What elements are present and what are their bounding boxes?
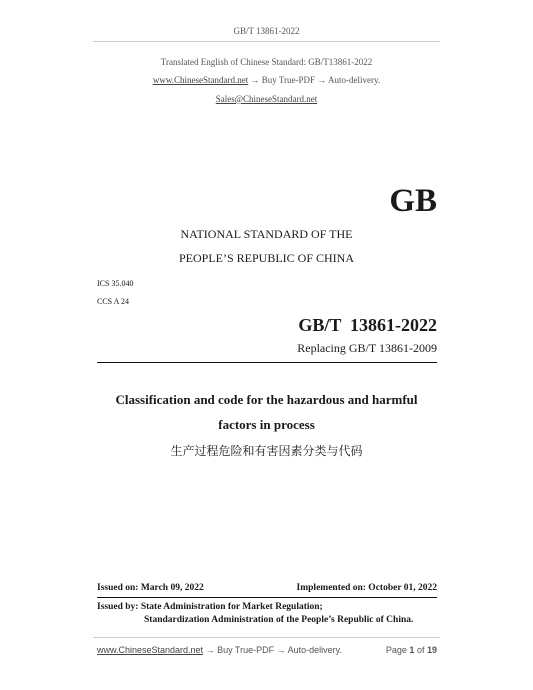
page-indicator <box>386 645 437 655</box>
issued-by <box>97 602 323 612</box>
notice-line-2 <box>0 75 533 85</box>
issued-on: Issued on: March 09, 2022 <box>97 583 204 593</box>
title-rule <box>97 362 437 363</box>
footer-chinesestandard-link[interactable]: www.ChineseStandard.net <box>97 645 204 655</box>
title-en-line-2: factors in process <box>218 417 315 432</box>
sales-email-link[interactable]: Sales@ChineseStandard.net <box>215 94 318 104</box>
page-word: Page <box>385 645 407 655</box>
implemented-on: Implemented on: October 01, 2022 <box>296 583 437 593</box>
title-cn: 生产过程危险和有害因素分类与代码 <box>170 444 363 458</box>
page-number: 1 <box>409 645 415 655</box>
national-standard-line-1: NATIONAL STANDARD OF THE <box>180 227 353 241</box>
notice-line-1: Translated English of Chinese Standard: GB/T13861-2022 <box>160 57 373 67</box>
issued-by-label: Issued by: <box>97 602 139 612</box>
replacing-note: Replacing GB/T 13861-2009 <box>297 341 437 355</box>
running-header: GB/T 13861-2022 <box>233 26 300 36</box>
ics-code: ICS 35.040 <box>97 279 134 288</box>
notice-line-2-rest: → Buy True-PDF → Auto-delivery. <box>250 75 381 85</box>
of-word: of <box>416 645 425 655</box>
issue-rule <box>97 597 437 598</box>
title-en-line-1: Classification and code for the hazardous and harmful <box>115 392 418 407</box>
chinesestandard-link[interactable]: www.ChineseStandard.net <box>152 75 249 85</box>
footer-left <box>97 645 342 655</box>
issued-by-agency-2: Standardization Administration of the People’s Republic of China. <box>144 615 414 625</box>
footer-rule <box>93 637 440 638</box>
footer-rest: → Buy True-PDF → Auto-delivery. <box>205 645 342 655</box>
issued-by-agency-1: State Administration for Market Regulation; <box>140 602 323 612</box>
notice-line-3 <box>0 94 533 104</box>
national-standard-line-2: PEOPLE’S REPUBLIC OF CHINA <box>178 251 355 265</box>
ccs-code: CCS A 24 <box>97 297 130 306</box>
page-total: 19 <box>426 645 437 655</box>
standard-number: GB/T 13861-2022 <box>298 315 437 335</box>
header-rule <box>93 41 440 42</box>
gb-logo: GB <box>389 183 437 219</box>
